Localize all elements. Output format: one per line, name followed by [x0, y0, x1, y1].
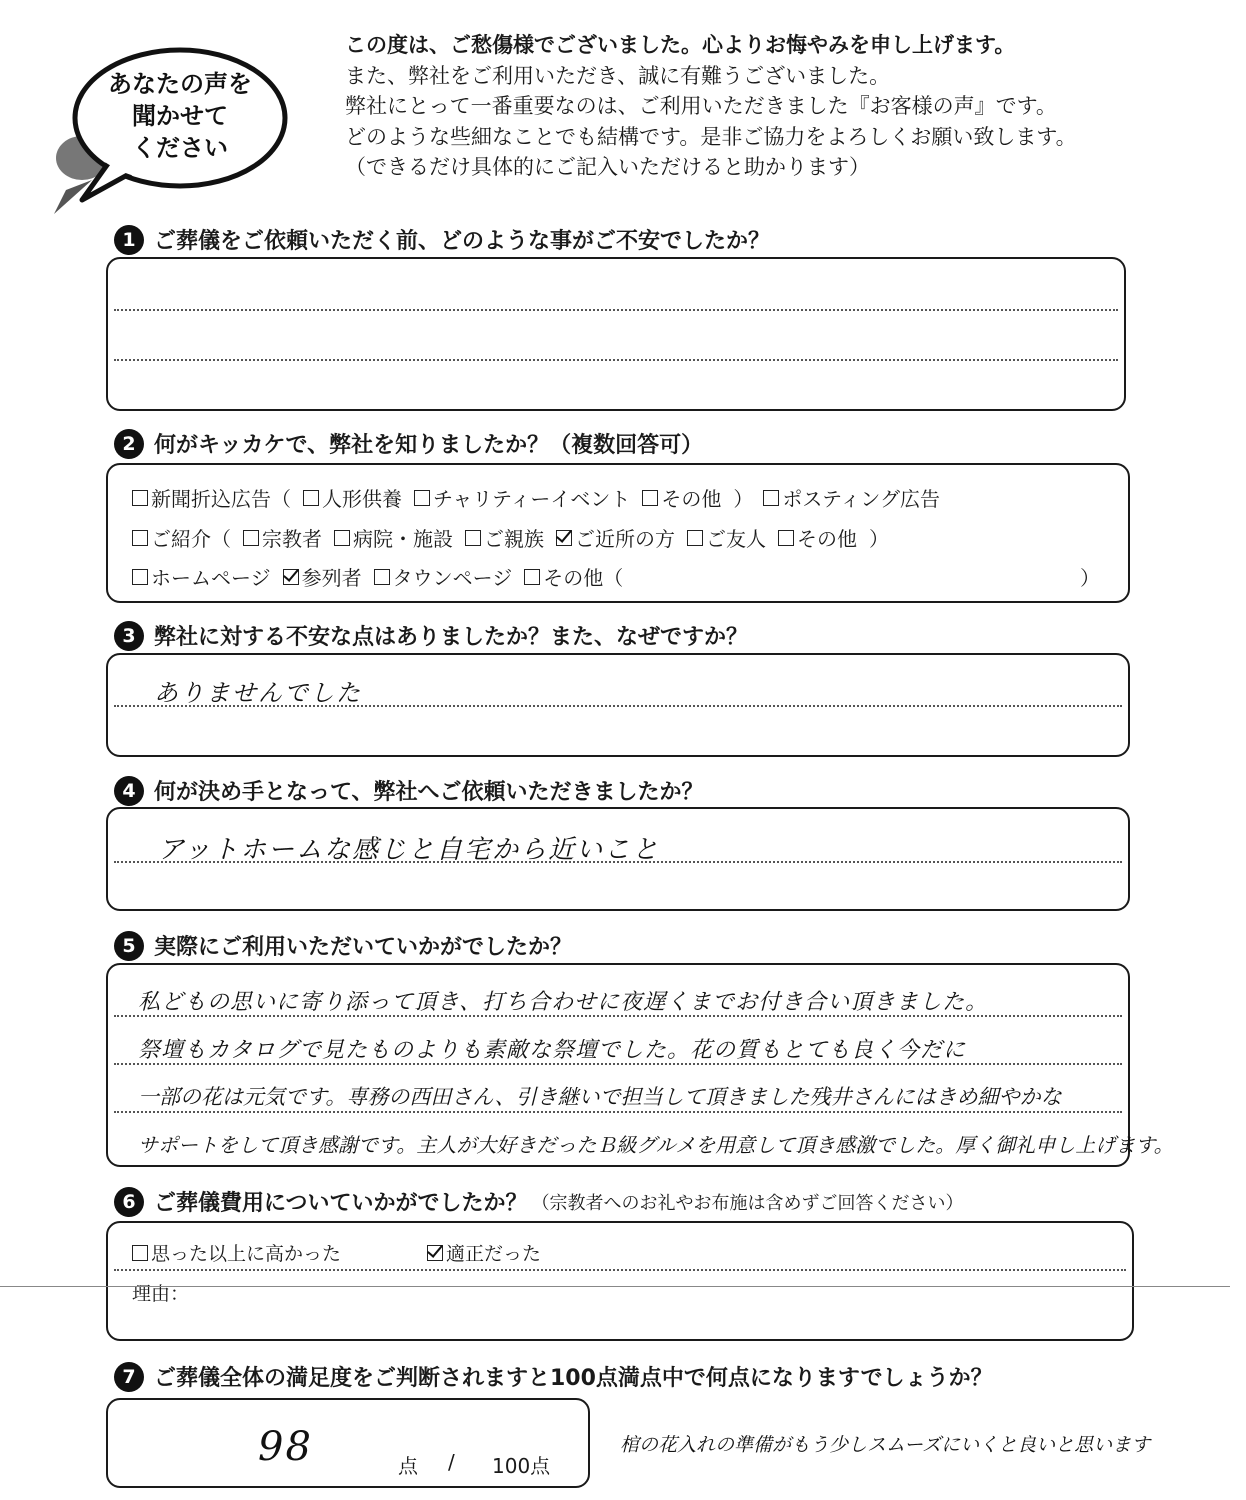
- checkbox[interactable]: [414, 490, 430, 506]
- question-text: 何がキッカケで、弊社を知りましたか？（複数回答可）: [154, 433, 704, 458]
- checkbox[interactable]: [132, 530, 148, 546]
- intro-line: また、弊社をご利用いただき、誠に有難うございました。: [345, 63, 891, 88]
- score-total: 100点: [492, 1454, 551, 1478]
- question-2: [114, 428, 703, 459]
- bubble-line-2: 聞かせて: [132, 102, 228, 130]
- intro-text: [345, 30, 1077, 183]
- speech-bubble-graphic: [52, 40, 292, 215]
- score-box[interactable]: [106, 1398, 590, 1488]
- checkbox[interactable]: [524, 569, 540, 585]
- checkbox[interactable]: [334, 530, 350, 546]
- question-number: 7: [114, 1362, 144, 1392]
- question-text: 実際にご利用いただいていかがでしたか？: [154, 935, 573, 960]
- answer-box-6: [106, 1221, 1134, 1341]
- score-unit: 点: [398, 1454, 418, 1478]
- option-label: 病院・施設: [353, 527, 453, 551]
- handwritten-answer-line: 私どもの思いに寄り添って頂き、打ち合わせに夜遅くまでお付き合い頂きました。: [138, 990, 989, 1015]
- question-number: 1: [114, 225, 144, 255]
- options-box-2: [106, 463, 1130, 603]
- checkbox[interactable]: [132, 490, 148, 506]
- checkbox[interactable]: [303, 490, 319, 506]
- question-5: [114, 930, 572, 961]
- question-number: 3: [114, 621, 144, 651]
- paren-close: ）: [1080, 566, 1100, 590]
- option-label: 新聞折込広告（: [151, 487, 291, 511]
- checkbox-checked[interactable]: [283, 569, 299, 585]
- option-label: ポスティング広告: [782, 487, 941, 511]
- checkbox[interactable]: [778, 530, 794, 546]
- question-note: （宗教者へのお礼やお布施は含めずご回答ください）: [531, 1192, 964, 1214]
- checkbox[interactable]: [642, 490, 658, 506]
- question-text: ご葬儀をご依頼いただく前、どのような事がご不安でしたか？: [154, 229, 771, 254]
- handwritten-score: 98: [258, 1424, 313, 1470]
- reason-label: 理由：: [132, 1283, 190, 1305]
- handwritten-answer: ありませんでした: [154, 679, 362, 707]
- question-text: ご葬儀全体の満足度をご判断されますと100点満点中で何点になりますでしょうか？: [154, 1366, 993, 1391]
- intro-line: （できるだけ具体的にご記入いただけると助かります）: [345, 155, 870, 179]
- checkbox[interactable]: [763, 490, 779, 506]
- question-1: [114, 224, 770, 255]
- scan-line: [0, 1286, 1230, 1287]
- checkbox[interactable]: [687, 530, 703, 546]
- question-text: ご葬儀費用についていかがでしたか？: [154, 1191, 528, 1216]
- answer-box-1[interactable]: [106, 257, 1126, 411]
- checkbox[interactable]: [132, 569, 148, 585]
- handwritten-answer-line: 祭壇もカタログで見たものよりも素敵な祭壇でした。花の質もとても良く今だに: [138, 1038, 967, 1063]
- question-number: 4: [114, 776, 144, 806]
- checkbox[interactable]: [132, 1245, 148, 1261]
- checkbox-checked[interactable]: [427, 1245, 443, 1261]
- answer-box-3[interactable]: [106, 653, 1130, 757]
- handwritten-comment: 棺の花入れの準備がもう少しスムーズにいくと良いと思います: [620, 1434, 1151, 1456]
- question-number: 5: [114, 931, 144, 961]
- handwritten-answer: アットホームな感じと自宅から近いこと: [158, 835, 661, 865]
- question-3: [114, 620, 748, 651]
- question-6: [114, 1186, 964, 1217]
- bubble-line-1: あなたの声を: [108, 70, 252, 98]
- answer-box-5[interactable]: [106, 963, 1174, 1167]
- option-label: チャリティーイベント: [433, 487, 631, 511]
- option-label: ご紹介（: [151, 527, 231, 551]
- checkbox-checked[interactable]: [556, 530, 572, 546]
- checkbox[interactable]: [243, 530, 259, 546]
- intro-line: この度は、ご愁傷様でございました。心よりお悔やみを申し上げます。: [345, 33, 1016, 57]
- question-4: [114, 775, 704, 806]
- option-label: 思った以上に高かった: [151, 1243, 342, 1265]
- option-label: 参列者: [301, 566, 362, 590]
- question-number: 2: [114, 429, 144, 459]
- checkbox[interactable]: [374, 569, 390, 585]
- question-text: 何が決め手となって、弊社へご依頼いただきましたか？: [154, 780, 704, 805]
- question-number: 6: [114, 1187, 144, 1217]
- handwritten-answer-line: 一部の花は元気です。専務の西田さん、引き継いで担当して頂きました残井さんにはきめ細やかな: [138, 1085, 1062, 1109]
- paren-close: ）: [733, 487, 754, 511]
- question-text: 弊社に対する不安な点はありましたか？また、なぜですか？: [154, 625, 749, 650]
- option-label: 適正だった: [446, 1243, 542, 1265]
- intro-line: どのような些細なことでも結構です。是非ご協力をよろしくお願い致します。: [345, 124, 1077, 149]
- option-label: ご近所の方: [575, 527, 675, 551]
- option-label: その他（: [543, 566, 624, 590]
- option-label: ご親族: [484, 527, 544, 551]
- question-7: [114, 1361, 993, 1392]
- option-label: タウンページ: [392, 566, 513, 590]
- checkbox[interactable]: [465, 530, 481, 546]
- answer-box-4[interactable]: [106, 807, 1130, 911]
- option-label: その他: [661, 487, 722, 511]
- option-label: その他: [797, 527, 857, 551]
- option-label: ご友人: [706, 527, 766, 551]
- intro-line: 弊社にとって一番重要なのは、ご利用いただきました『お客様の声』です。: [345, 94, 1057, 118]
- option-label: ホームページ: [151, 566, 271, 590]
- score-slash: /: [448, 1450, 455, 1474]
- option-label: 人形供養: [322, 487, 402, 511]
- option-label: 宗教者: [262, 527, 322, 551]
- bubble-line-3: ください: [132, 134, 228, 162]
- handwritten-answer-line: サポートをして頂き感謝です。主人が大好きだったＢ級グルメを用意して頂き感激でした。厚く御礼申し上げます。: [138, 1133, 1174, 1157]
- paren-close: ）: [869, 527, 889, 551]
